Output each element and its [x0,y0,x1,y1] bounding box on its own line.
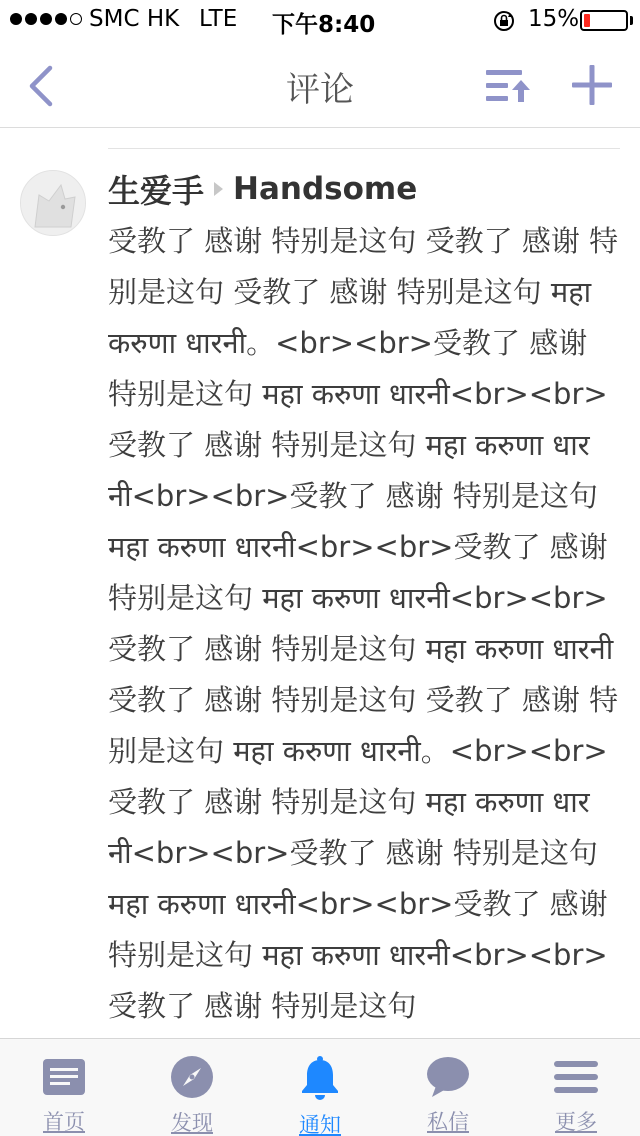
comment-text: 受教了 感谢 特别是这句 受教了 感谢 特别是这句 受教了 感谢 特别是这句 महा करुणा धारनी。<br><br>受教了 感谢 特别是这句 महा करुणा धारनी<br><br>受教了 感谢 特别是这句 महा करुणा धारनी<br><br>受教了 感谢 特别是这句 महा करुणा धारनी<br><br>受教了 感谢 特别是这句 महा करुणा धारनी<br><br>受教了 感谢 特别是这句 महा करुणा धारनी受教了 感谢 特别是这句 受教了 感谢 特别是这句 महा करुणा धारनी。<br><br>受教了 感谢 特别是这句 महा करुणा धारनी<br><br>受教了 感谢 特别是这句 महा करुणा धारनी<br><br>受教了 感谢 特别是这句 महा करुणा धारनी<br><br>受教了 感谢 特别是这句 [108,224,619,1023]
home-icon [41,1055,87,1098]
divider [108,148,620,149]
chat-bubble-icon [425,1055,471,1098]
tab-label: 私信 [427,1110,469,1134]
tab-more[interactable] [512,1039,640,1136]
battery-nub [630,16,633,25]
battery-percent: 15% [528,6,580,32]
menu-icon [553,1055,599,1098]
tab-label: 首页 [43,1110,85,1134]
avatar[interactable] [20,170,86,236]
tab-notifications[interactable] [256,1039,384,1136]
tab-messages[interactable] [384,1039,512,1136]
comment-header [108,168,417,210]
comment-list[interactable] [0,128,640,1038]
reply-arrow-icon [214,182,223,196]
status-bar [0,0,640,40]
avatar-image [21,171,86,236]
network-type: LTE [199,6,238,32]
tab-discover[interactable] [128,1039,256,1136]
carrier-name: SMC HK [89,6,180,32]
tab-label: 发现 [171,1111,213,1135]
battery-icon [580,10,628,31]
author-name[interactable]: 生爱手 [108,172,205,210]
add-button[interactable] [570,63,614,107]
sort-button[interactable] [484,66,532,106]
compass-icon [169,1055,215,1099]
nav-bar [0,40,640,128]
signal-strength-icon [10,13,82,25]
rotation-lock-icon [492,9,516,33]
tab-label: 通知 [299,1113,341,1136]
tab-home[interactable] [0,1039,128,1136]
tab-label: 更多 [555,1110,597,1134]
status-time: 下午8:40 [272,12,376,38]
bell-icon [297,1055,343,1101]
tab-bar [0,1038,640,1136]
page-title: 评论 [286,70,354,110]
reply-target-name[interactable]: Handsome [233,171,418,207]
